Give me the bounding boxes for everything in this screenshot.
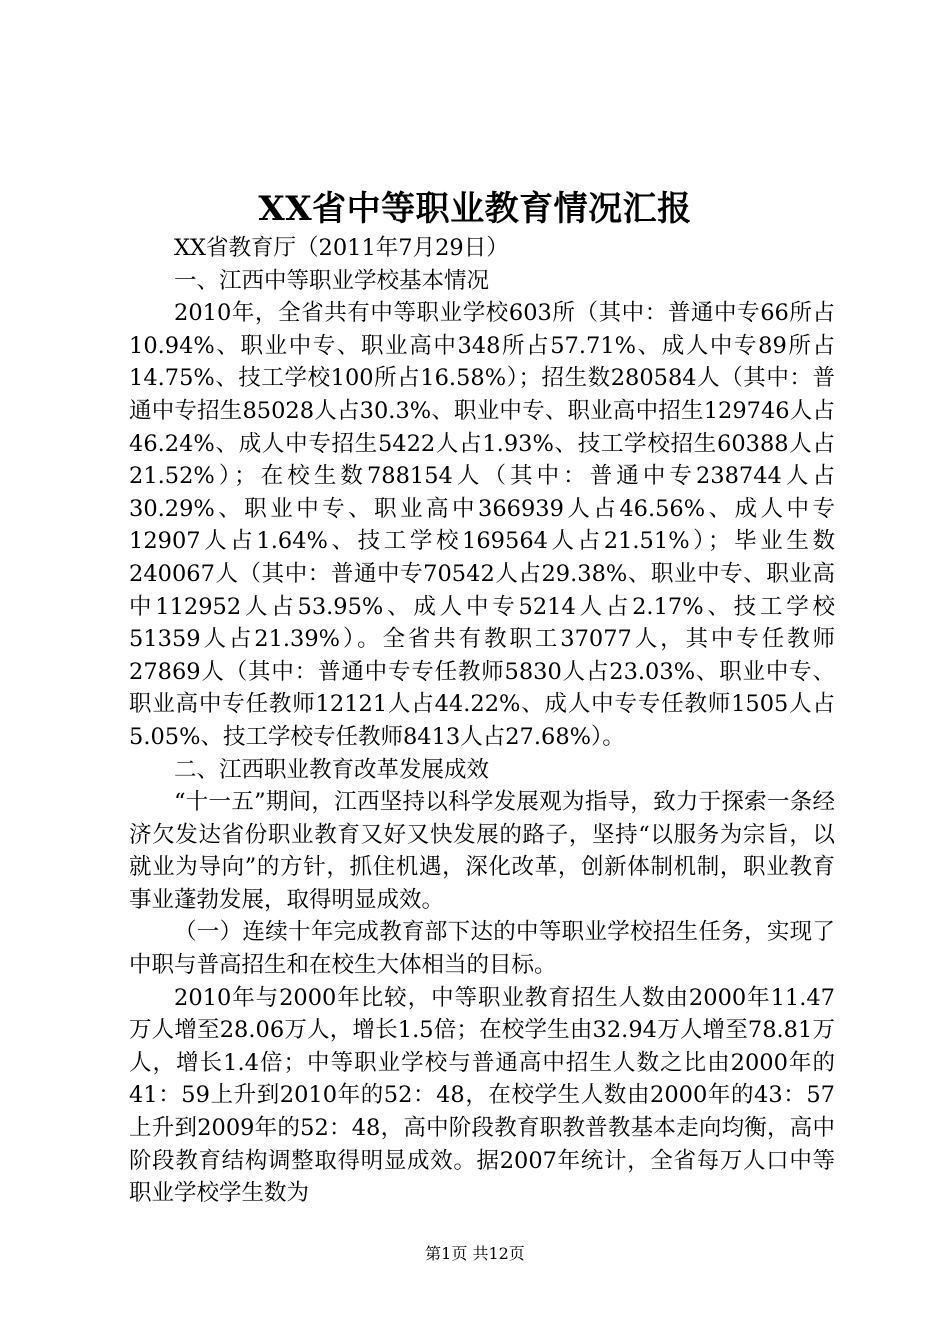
paragraph-overview: “十一五”期间，江西坚持以科学发展观为指导，致力于探索一条经济欠发达省份职业教育又好又快发展的路子，坚持“以服务为宗旨，以就业为导向”的方针，抓住机遇，深化改革，创新体制机制，职业教育事业蓬勃发展，取得明显成效。 [129, 789, 835, 913]
subsection-heading-1: （一）连续十年完成教育部下达的中等职业学校招生任务，实现了中职与普高招生和在校生大体相当的目标。 [129, 919, 835, 979]
section-heading-2: 二、江西职业教育改革发展成效 [174, 756, 490, 783]
paragraph-statistics: 2010年，全省共有中等职业学校603所（其中：普通中专66所占10.94%、职业中专、职业高中348所占57.71%、成人中专89所占14.75%、技工学校100所占16.58%）；招生数280584人（其中：普通中专招生85028人占30.3%、职业中专、职业高中招生129746人占46.24%、成人中专招生5422人占1.93%、技工学校招生60388人占21.52%）；在校生数788154人（其中：普通中专238744人占30.29%、职业中专、职业高中366939人占46.56%、成人中专12907人占1.64%、技工学校169564人占21.51%）；毕业生数240067人（其中：普通中专70542人占29.38%、职业中专、职业高中112952人占53.95%、成人中专5214人占2.17%、技工学校51359人占21.39%）。全省共有教职工37077人，其中专任教师27869人（其中：普通中专专任教师5830人占23.03%、职业中专、职业高中专任教师12121人占44.22%、成人中专专任教师1505人占5.05%、技工学校专任教师8413人占27.68%）。 [129, 300, 835, 750]
document-title: XX省中等职业教育情况汇报 [258, 189, 692, 229]
document-body [129, 232, 835, 1210]
page-footer: 第1页 共12页 [425, 1244, 525, 1263]
section-heading-1: 一、江西中等职业学校基本情况 [174, 267, 490, 294]
paragraph-author-date: XX省教育厅（2011年7月29日） [174, 235, 509, 261]
paragraph-comparison: 2010年与2000年比较，中等职业教育招生人数由2000年11.47万人增至28.06万人，增长1.5倍；在校学生由32.94万人增至78.81万人，增长1.4倍；中等职业学校与普通高中招生人数之比由2000年的41：59上升到2010年的52：48，在校学生人数由2000年的43：57上升到2009年的52：48，高中阶段教育职教普教基本走向均衡，高中阶段教育结构调整取得明显成效。据2007年统计，全省每万人口中等职业学校学生数为 [129, 984, 835, 1207]
